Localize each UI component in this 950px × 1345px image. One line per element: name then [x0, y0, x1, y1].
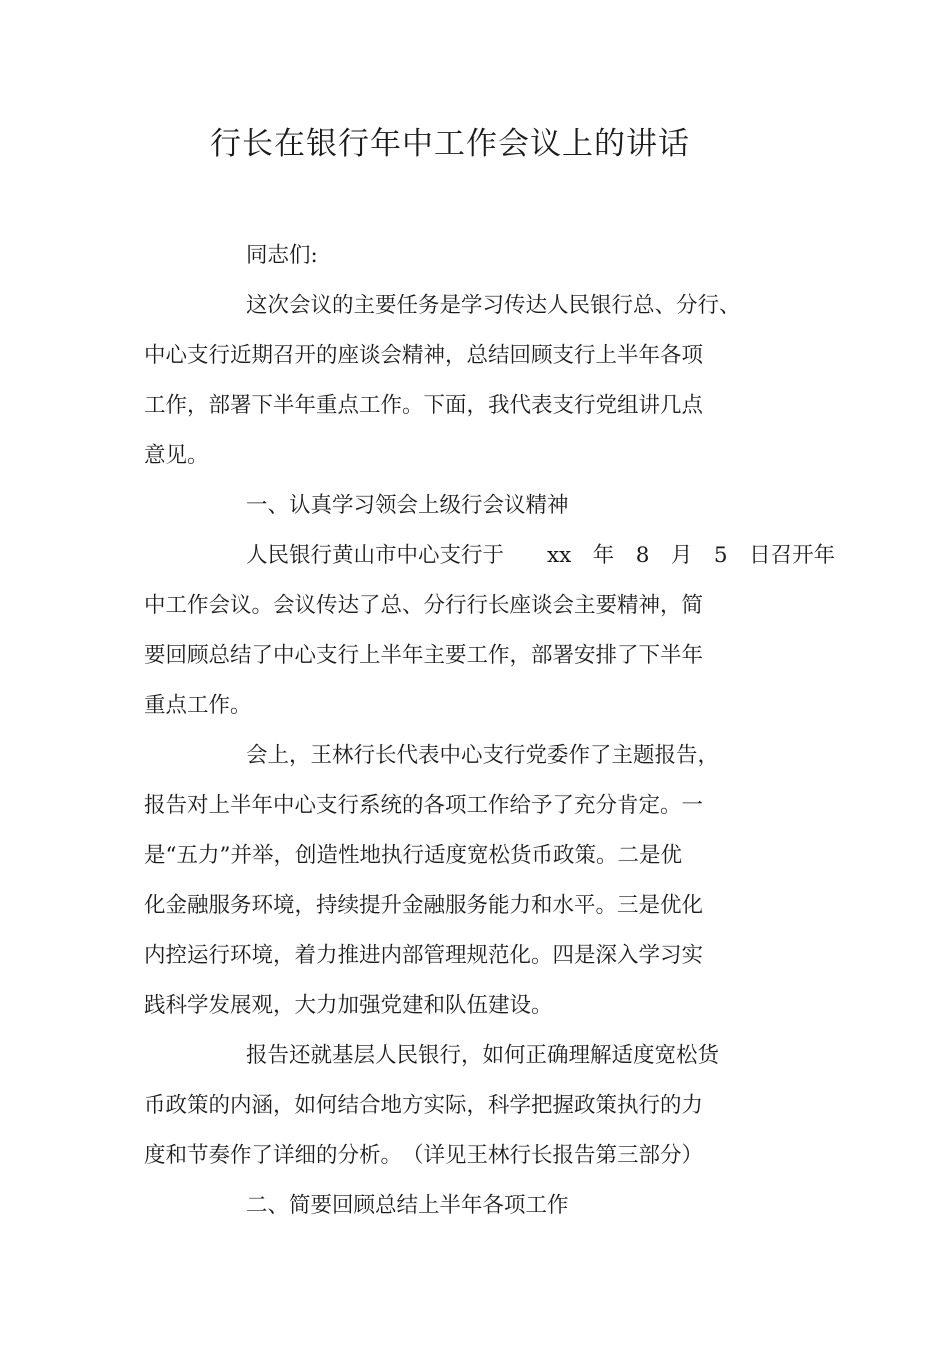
paragraph-line: 报告对上半年中心支行系统的各项工作给予了充分肯定。一	[144, 793, 704, 818]
paragraph-line: 是“五力”并举，创造性地执行适度宽松货币政策。二是优	[144, 843, 682, 868]
paragraph-line: 重点工作。	[144, 693, 252, 718]
paragraph-line: 要回顾总结了中心支行上半年主要工作，部署安排了下半年	[144, 643, 704, 668]
document-title: 行长在银行年中工作会议上的讲话	[210, 126, 690, 162]
paragraph-line: 践科学发展观，大力加强党建和队伍建设。	[144, 993, 553, 1018]
paragraph-line: 中工作会议。会议传达了总、分行行长座谈会主要精神，简	[144, 593, 704, 618]
salutation: 同志们:	[246, 243, 318, 268]
paragraph-line: 度和节奏作了详细的分析。 （详见王林行长报告第三部分）	[144, 1143, 704, 1168]
paragraph-line: 中心支行近期召开的座谈会精神，总结回顾支行上半年各项	[144, 343, 704, 368]
paragraph-line: 工作，部署下半年重点工作。下面，我代表支行党组讲几点	[144, 393, 704, 418]
paragraph-line: 内控运行环境，着力推进内部管理规范化。四是深入学习实	[144, 943, 704, 968]
section-heading: 二、简要回顾总结上半年各项工作	[246, 1193, 569, 1218]
paragraph-line: 币政策的内涵，如何结合地方实际，科学把握政策执行的力	[144, 1093, 704, 1118]
paragraph-line: 意见。	[144, 443, 209, 468]
paragraph-line: 人民银行黄山市中心支行于 xx 年 8 月 5 日召开年	[246, 543, 836, 568]
paragraph-line: 会上，王林行长代表中心支行党委作了主题报告，	[246, 743, 720, 768]
paragraph-line: 这次会议的主要任务是学习传达人民银行总、分行、	[246, 293, 741, 318]
paragraph-line: 报告还就基层人民银行，如何正确理解适度宽松货	[246, 1043, 720, 1068]
paragraph-line: 化金融服务环境，持续提升金融服务能力和水平。三是优化	[144, 893, 704, 918]
section-heading: 一、认真学习领会上级行会议精神	[246, 493, 569, 518]
